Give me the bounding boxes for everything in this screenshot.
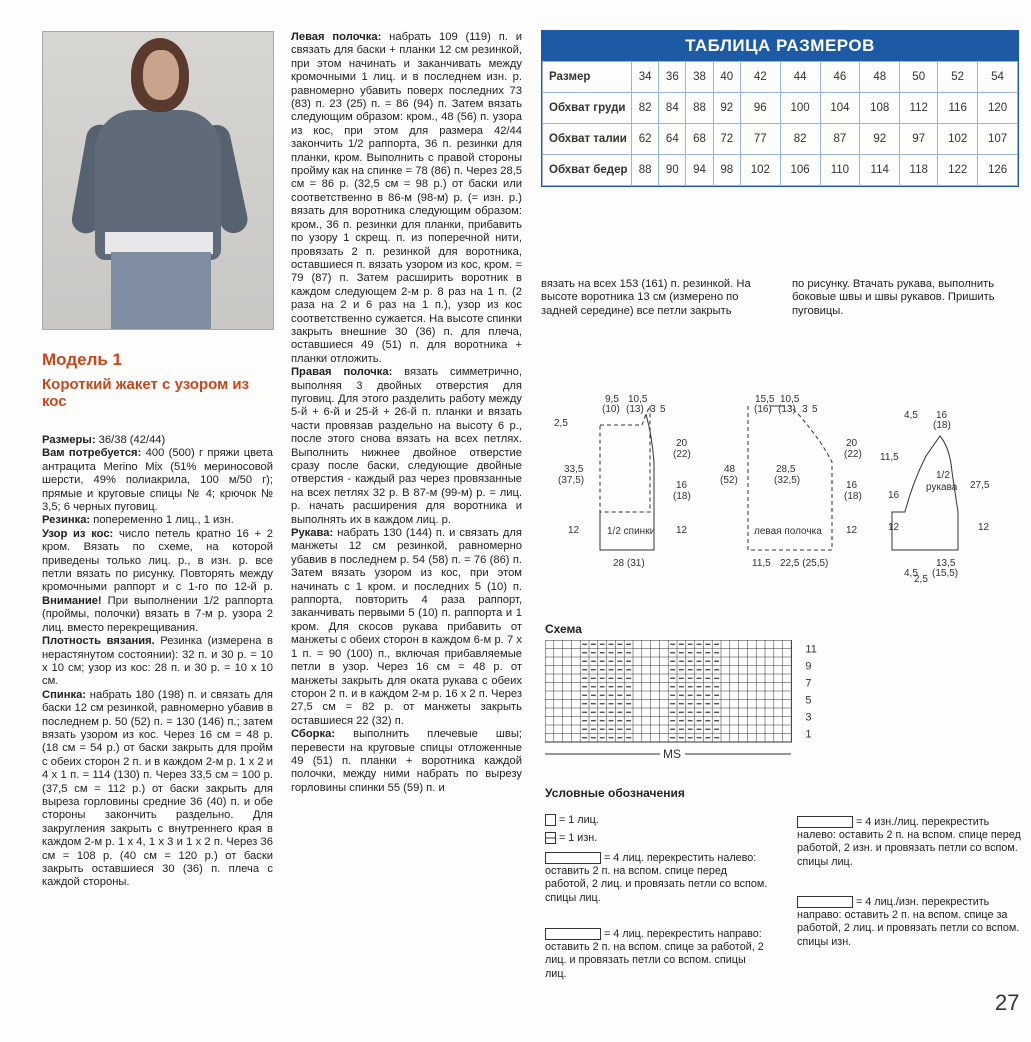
- svg-text:12: 12: [568, 525, 580, 536]
- svg-text:3: 3: [802, 404, 808, 415]
- svg-text:(10): (10): [602, 404, 620, 415]
- schema-row-number: 5: [805, 694, 812, 707]
- size-table-cell: 38: [686, 62, 713, 93]
- size-table-cell: 92: [860, 124, 900, 155]
- svg-text:(22): (22): [844, 449, 862, 460]
- schema-ms-label: MS: [663, 747, 681, 761]
- svg-text:22,5 (25,5): 22,5 (25,5): [780, 558, 829, 569]
- size-table-cell: 118: [900, 155, 938, 186]
- svg-text:16: 16: [936, 410, 948, 421]
- svg-text:27,5: 27,5: [970, 480, 990, 491]
- schema-row-number: 3: [805, 711, 812, 724]
- size-table-cell: 122: [938, 155, 978, 186]
- schema-row-number: 11: [805, 643, 817, 656]
- svg-text:(13): (13): [778, 404, 796, 415]
- size-table-cell: 52: [938, 62, 978, 93]
- size-table-cell: 68: [686, 124, 713, 155]
- svg-text:33,5: 33,5: [564, 464, 584, 475]
- svg-text:(18): (18): [844, 491, 862, 502]
- size-table-cell: 88: [632, 155, 659, 186]
- size-table-cell: 77: [740, 124, 780, 155]
- schema-row-number: 7: [805, 677, 812, 690]
- size-table-row-label: Обхват бедер: [543, 155, 632, 186]
- legend-item-knit-purl-right: = 4 лиц./изн. перекрестить направо: оставить 2 п. на вспом. спице за работой, 2 лиц. и провязать петли со вспом. спицы изн.: [797, 896, 1020, 948]
- size-table-cell: 50: [900, 62, 938, 93]
- assembly-continued-b: по рисунку. Втачать рукава, выполнить боковые швы и швы рукавов. Пришить пуговицы.: [792, 278, 995, 317]
- size-table-cell: 102: [938, 124, 978, 155]
- svg-text:(18): (18): [673, 491, 691, 502]
- size-table: [541, 30, 1019, 187]
- size-table-title: ТАБЛИЦА РАЗМЕРОВ: [542, 31, 1018, 61]
- size-table-cell: 90: [659, 155, 686, 186]
- svg-text:10,5: 10,5: [780, 394, 800, 405]
- svg-text:28 (31): 28 (31): [613, 558, 645, 569]
- size-table-row: [543, 93, 1018, 124]
- svg-text:12: 12: [978, 522, 990, 533]
- size-table-cell: 84: [659, 93, 686, 124]
- svg-text:(52): (52): [720, 475, 738, 486]
- svg-text:1/2: 1/2: [936, 470, 950, 481]
- size-table-cell: 44: [780, 62, 820, 93]
- sleeve-outline: [892, 436, 958, 550]
- svg-text:4,5: 4,5: [904, 568, 918, 579]
- svg-text:4,5: 4,5: [904, 410, 918, 421]
- size-table-cell: 72: [713, 124, 740, 155]
- size-table-cell: 116: [938, 93, 978, 124]
- size-table-cell: 62: [632, 124, 659, 155]
- legend-item-knit: = 1 лиц.: [545, 814, 599, 827]
- size-table-cell: 126: [978, 155, 1018, 186]
- instructions-column-2: Левая полочка: набрать 109 (119) п. и связать для баски + планки 12 см резинкой, при этом начинать и заканчивать между кромочными 1 лиц. и в последнем изн. р. равномерно убавить поверх последних 73 (83) п. 23 (25) п. = 86 (94) п. Затем вязать следующим образом: кром., 48 (56) п. узора из кос, при этом для размера 42/44 закончить 1/2 раппорта, 36 п. резинки для планки, кром. Выполнить с правой стороны пройму как на спинке = 78 (86) п. Через 28,5 см = 86 р. (32,5 см = 98 р.) от баски или соответственно в 86-м (98-м) р. (= изн. р.) вязать для воротника следующим образом: кром., 36 п. резинки для планки, прибавить по узору 1 скрещ. п. из поперечной нити, провязать 2 п. резинкой для воротника, оставшиеся п. вязать узором из кос, кром. = 79 (87) п. Затем расширить воротник в каждом следующем 2-м р. 8 раз на 1 п. (2 раза на 2 и 6 раз на 1 п.), узор из кос соответственно сужается. На высоте спинки закрыть внешние 30 (36) п. для плеча, оставшиеся 49 (51) п. для воротника + планки отложить. Правая полочка: вязать симметрично, выполняя 3 двойных отверстия для пуговиц. Для этого разделить работу между 5-й + 6-й и 25-й + 26-й п. планки и вязать части провязав раздельно на высоту 6 р., после этого снова вязать на всех петлях. Выполнить нижнее двойное отверстие сразу после баски, следующие двойные отверстия - каждый раз через провязанные на всех петлях 32 р. В 87-м (99-м) р. = лиц. р. начать расширения для воротника и выполнять их в каждом лиц. р. Рукава: набрать 130 (144) п. и связать для манжеты 12 см резинкой, равномерно убавив в последнем р. 54 (58) п. = 76 (86) п. Затем вязать узором из кос, при этом начинать с 1 кром. и последних 5 (10) п. раппорта, повторить 4 раза раппорт, заканчивать первыми 5 (10) п. раппорта и 1 кром. Для скосов рукава прибавить от манжеты с обеих сторон в каждом 6-м р. 7 х 1 п. = 90 (100) п., включая прибавляемые петли в узор. Через 16 см = 48 р. от манжеты закрыть для оката рукава с обеих сторон 2 п. и в каждом 2-м р. 16 х 2 п. Через 27,5 см = 82 р. от манжеты закрыть оставшиеся 22 (32) п. Сборка: выполнить плечевые швы; перевести на круговые спицы отложенные 49 (51) п. планки + воротника каждой полочки, между ними набрать по вырезу горловины спинки 55 (59) п. и: [291, 31, 523, 794]
- size-table-cell: 94: [686, 155, 713, 186]
- size-table-row: [543, 124, 1018, 155]
- size-table-cell: 114: [860, 155, 900, 186]
- size-table-cell: 48: [860, 62, 900, 93]
- size-table-cell: 42: [740, 62, 780, 93]
- svg-text:9,5: 9,5: [605, 394, 619, 405]
- model-subtitle: Короткий жакет с узором из кос: [42, 376, 250, 410]
- size-table-row: [543, 155, 1018, 186]
- size-table-cell: 87: [820, 124, 860, 155]
- pattern-diagrams: [540, 380, 1030, 595]
- svg-text:28,5: 28,5: [776, 464, 796, 475]
- purl-symbol-icon: [545, 832, 556, 844]
- svg-text:15,5: 15,5: [755, 394, 775, 405]
- size-table-cell: 82: [632, 93, 659, 124]
- svg-text:12: 12: [888, 522, 900, 533]
- svg-text:12: 12: [676, 525, 688, 536]
- cable-purl-left-icon: [797, 816, 853, 828]
- size-table-row-label: Размер: [543, 62, 632, 93]
- size-table-row-label: Обхват груди: [543, 93, 632, 124]
- size-table-cell: 104: [820, 93, 860, 124]
- size-table-cell: 108: [860, 93, 900, 124]
- cable-right-icon: [545, 928, 601, 940]
- svg-text:(22): (22): [673, 449, 691, 460]
- svg-text:2,5: 2,5: [914, 574, 928, 585]
- svg-text:13,5: 13,5: [936, 558, 956, 569]
- knit-symbol-icon: [545, 814, 556, 826]
- model-photo: [42, 31, 274, 330]
- svg-text:(16): (16): [754, 404, 772, 415]
- size-table-cell: 106: [780, 155, 820, 186]
- svg-text:3: 3: [650, 404, 656, 415]
- back-outline: [600, 406, 650, 512]
- cable-chart: [545, 640, 825, 765]
- size-table-cell: 64: [659, 124, 686, 155]
- svg-text:5: 5: [812, 404, 818, 415]
- svg-text:12: 12: [846, 525, 858, 536]
- size-table-cell: 82: [780, 124, 820, 155]
- size-table-cell: 54: [978, 62, 1018, 93]
- instructions-column-1: Размеры: 36/38 (42/44) Вам потребуется: 400 (500) г пряжи цвета антрацита Merino Mix (51% мериносовой шерсти, 49% полиакрила, 100 м/50 г); прямые и круговые спицы № 4; крючок № 3,5; 6 черных пуговиц. Резинка: попеременно 1 лиц., 1 изн. Узор из кос: число петель кратно 16 + 2 кром. Вязать по схеме, на которой приведены только лиц. р., в изн. р. все петли вязать по рисунку. Повторять между кромочными раппорт и с 1-го по 12-й р. Внимание! При выполнении 1/2 раппорта (проймы, полочки) вязать в 7-м р. узора 2 лиц. вместо перекрещивания. Плотность вязания. Резинка (измерена в нерастянутом состоянии): 32 п. и 30 р. = 10 х 10 см; узор из кос: 28 п. и 30 р. = 10 х 10 см. Спинка: набрать 180 (198) п. и связать для баски 12 см резинкой, равномерно убавив в последнем р. 50 (52) п. = 130 (146) п.; затем вязать узором из кос. Через 16 см = 48 р. (18 см = 54 р.) от баски закрыть для пройм с обеих сторон 2 п. и в каждом 2-м р. 1 х 2 и 4 х 1 п. = 114 (130) п. Через 33,5 см = 100 р. (37,5 см = 112 р.) от баски закрыть для выреза горловины средние 36 (40) п. и обе стороны закончить раздельно. Для закругления закрыть с внутреннего края в каждом 2-м р. 1 х 4, 1 х 3 и 1 х 2 п. Через 36 см = 108 р. (40 см = 120 р.) от баски закрыть оставшиеся 30 (36) п. плеча с каждой стороны.: [42, 434, 273, 889]
- size-table-cell: 40: [713, 62, 740, 93]
- size-table-cell: 36: [659, 62, 686, 93]
- size-table-row-label: Обхват талии: [543, 124, 632, 155]
- size-table-grid: [542, 61, 1018, 186]
- svg-text:левая полочка: левая полочка: [754, 526, 822, 537]
- page-number: 27: [995, 990, 1020, 1015]
- svg-text:(32,5): (32,5): [774, 475, 801, 486]
- size-table-cell: 92: [713, 93, 740, 124]
- cable-knit-right-icon: [797, 896, 853, 908]
- svg-text:20: 20: [676, 438, 688, 449]
- size-table-cell: 34: [632, 62, 659, 93]
- svg-text:16: 16: [846, 480, 858, 491]
- svg-text:10,5: 10,5: [628, 394, 648, 405]
- size-table-cell: 112: [900, 93, 938, 124]
- svg-text:5: 5: [660, 404, 666, 415]
- size-table-cell: 120: [978, 93, 1018, 124]
- cable-left-icon: [545, 852, 601, 864]
- legend-title: Условные обозначения: [545, 786, 685, 800]
- size-table-cell: 98: [713, 155, 740, 186]
- svg-text:16: 16: [676, 480, 688, 491]
- schema-row-number: 9: [805, 660, 812, 673]
- svg-text:16: 16: [888, 490, 900, 501]
- size-table-cell: 102: [740, 155, 780, 186]
- svg-text:1/2 спинки: 1/2 спинки: [607, 526, 656, 537]
- schema-title: Схема: [545, 622, 582, 636]
- svg-text:(37,5): (37,5): [558, 475, 585, 486]
- size-table-cell: 96: [740, 93, 780, 124]
- legend-item-cross-right: = 4 лиц. перекрестить направо: оставить 2 п. на вспом. спице за работой, 2 лиц. и провязать петли со вспом. спицы лиц.: [545, 928, 764, 980]
- legend-item-cross-left: = 4 лиц. перекрестить налево: оставить 2 п. на вспом. спице перед работой, 2 лиц. и провязать петли со вспом. спицы лиц.: [545, 852, 768, 904]
- svg-text:рукава: рукава: [926, 482, 958, 493]
- size-table-cell: 46: [820, 62, 860, 93]
- svg-text:11,5: 11,5: [752, 558, 771, 569]
- legend-item-purl: = 1 изн.: [545, 832, 597, 845]
- size-table-cell: 97: [900, 124, 938, 155]
- size-table-cell: 110: [820, 155, 860, 186]
- assembly-continued-a: вязать на всех 153 (161) п. резинкой. На высоте воротника 13 см (измерено по задней середине) все петли закрыть: [541, 278, 751, 317]
- svg-text:2,5: 2,5: [554, 418, 568, 429]
- size-table-cell: 88: [686, 93, 713, 124]
- svg-text:(13): (13): [626, 404, 644, 415]
- legend-item-purl-knit-left: = 4 изн./лиц. перекрестить налево: оставить 2 п. на вспом. спице перед работой, 2 изн. и провязать петли со вспом. спицы лиц.: [797, 816, 1021, 868]
- model-title: Модель 1: [42, 350, 122, 369]
- size-table-cell: 107: [978, 124, 1018, 155]
- svg-text:11,5: 11,5: [880, 452, 899, 463]
- svg-text:20: 20: [846, 438, 858, 449]
- size-table-cell: 100: [780, 93, 820, 124]
- size-table-row: [543, 62, 1018, 93]
- svg-text:48: 48: [724, 464, 736, 475]
- schema-row-number: 1: [805, 728, 812, 741]
- svg-text:(18): (18): [933, 420, 951, 431]
- svg-text:(15,5): (15,5): [932, 568, 959, 579]
